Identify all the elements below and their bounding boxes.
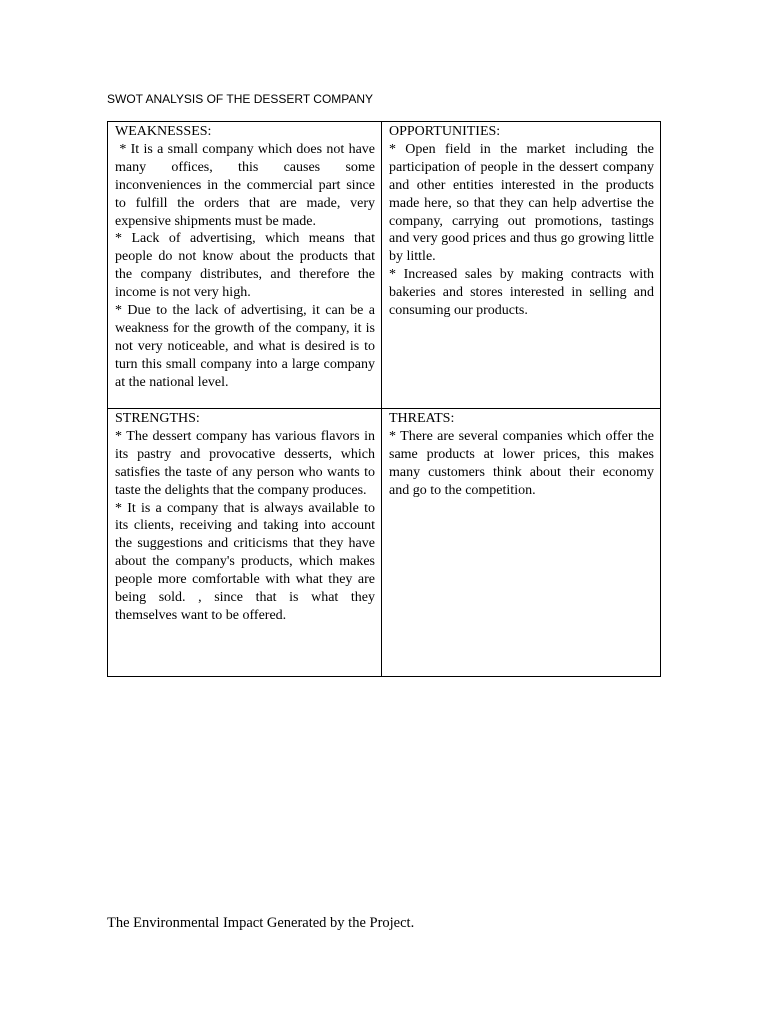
strengths-title: STRENGTHS: [115,411,200,426]
strengths-cell [108,409,382,676]
opportunities-item: * Increased sales by making contracts with bakeries and stores interested in selling and consuming our products. [389,267,654,319]
weaknesses-title: WEAKNESSES: [115,124,212,139]
opportunities-cell [382,122,660,409]
threats-item: * There are several companies which offer the same products at lower prices, this makes many customers think about their economy and go to the competition. [389,428,654,498]
strengths-item: * It is a company that is always available to its clients, receiving and taking into account the suggestions and criticisms that they have about the company's products, which makes people more comfortable with what they are being sold. , since that is what they themselves want to be offered. [115,500,375,623]
strengths-item: * The dessert company has various flavors in its pastry and provocative desserts, which satisfies the taste of any person who wants to taste the delights that the company produces. [115,428,375,498]
threats-cell [382,409,660,676]
weaknesses-item: * Lack of advertising, which means that people do not know about the products that the company distributes, and therefore the income is not very high. [115,231,375,301]
swot-table [107,121,661,677]
page-heading: SWOT ANALYSIS OF THE DESSERT COMPANY [107,92,374,106]
weaknesses-cell [108,122,382,409]
opportunities-title: OPPORTUNITIES: [389,124,501,139]
opportunities-item: * Open field in the market including the participation of people in the dessert company and other entities interested in the products made here, so that they can help advertise the company, carrying out promotions, tastings and very good prices and thus go growing little by little. [389,141,654,265]
threats-title: THREATS: [389,411,455,426]
weaknesses-item: * Due to the lack of advertising, it can be a weakness for the growth of the company, it is not very noticeable, and what is desired is to turn this small company into a large company at the national level. [115,303,375,390]
weaknesses-item: * It is a small company which does not have many offices, this causes some inconveniences in the commercial part since to fulfill the orders that are made, very expensive shipments must be made. [115,141,379,229]
section-heading-environmental-impact: The Environmental Impact Generated by the Project. [107,915,415,931]
